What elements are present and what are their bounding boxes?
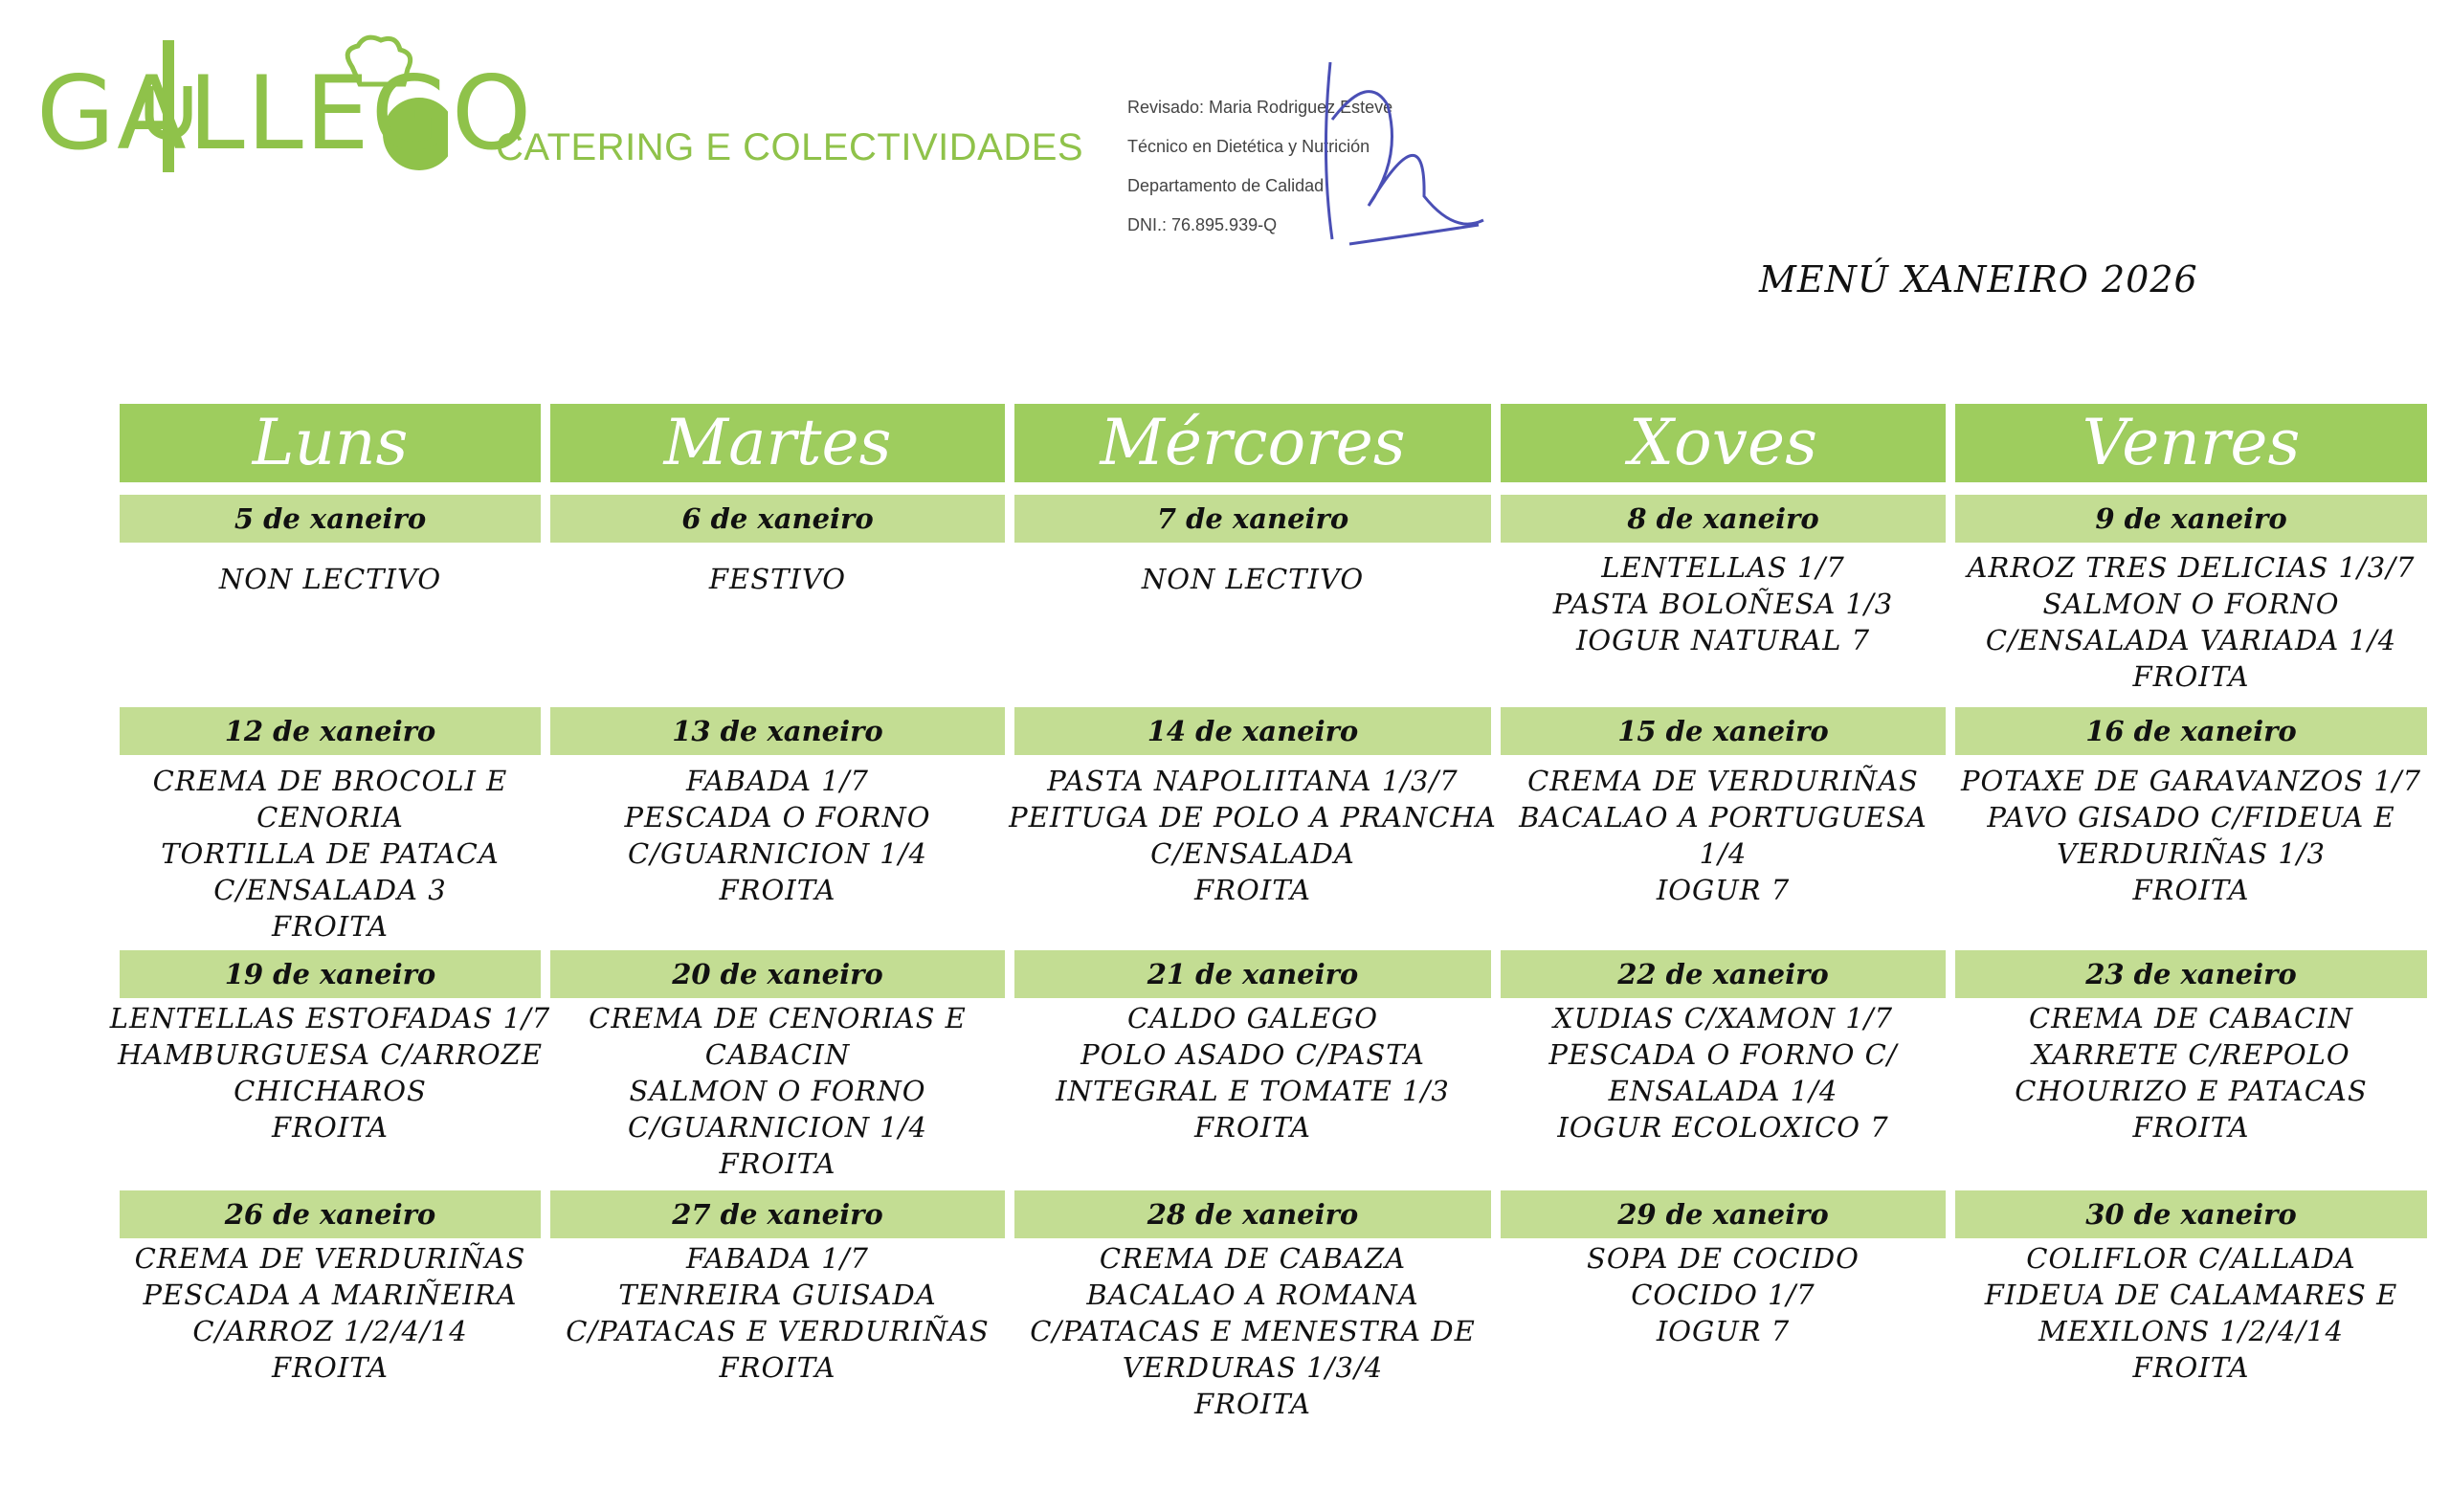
meal-line: PESCADA O FORNO C/ <box>1548 1038 1898 1071</box>
review-line: DNI.: 76.895.939-Q <box>1127 215 1278 234</box>
meal-line: C/GUARNICION 1/4 <box>628 1111 927 1144</box>
date-label: 22 de xaneiro <box>1501 950 1946 998</box>
review-line: Revisado: Maria Rodriguez Esteve <box>1127 98 1393 117</box>
meal-line: PESCADA A MARIÑEIRA <box>143 1279 518 1311</box>
meal-cell <box>1481 549 1965 658</box>
meal-line: CHICHAROS <box>234 1075 427 1107</box>
meal-line: LENTELLAS 1/7 <box>1601 551 1845 584</box>
meal-line: FROITA <box>2132 1111 2250 1144</box>
meal-cell <box>1481 1000 1965 1145</box>
meal-line: CREMA DE CABAZA <box>1099 1242 1407 1275</box>
date-label: 30 de xaneiro <box>1955 1190 2427 1238</box>
meal-cell <box>100 1000 560 1145</box>
date-label: 6 de xaneiro <box>550 495 1005 543</box>
meal-cell <box>531 763 1024 908</box>
meal-line: CENORIA <box>256 801 404 834</box>
meal-line: FROITA <box>2132 660 2250 693</box>
date-label: 29 de xaneiro <box>1501 1190 1946 1238</box>
meal-cell <box>1936 1240 2446 1386</box>
date-label: 23 de xaneiro <box>1955 950 2427 998</box>
day-header-venres: Venres <box>1955 404 2427 482</box>
meal-line: FROITA <box>2132 1351 2250 1384</box>
meal-line: PASTA BOLOÑESA 1/3 <box>1552 588 1894 620</box>
meal-line: C/PATACAS E MENESTRA DE <box>1030 1315 1476 1347</box>
meal-line: TORTILLA DE PATACA <box>161 837 500 870</box>
meal-line: IOGUR ECOLOXICO 7 <box>1557 1111 1889 1144</box>
date-label: 16 de xaneiro <box>1955 707 2427 755</box>
meal-line: FABADA 1/7 <box>686 765 869 797</box>
meal-line: C/ARROZ 1/2/4/14 <box>192 1315 468 1347</box>
meal-line: VERDURAS 1/3/4 <box>1122 1351 1384 1384</box>
meal-line: ARROZ TRES DELICIAS 1/3/7 <box>1967 551 2416 584</box>
meal-line: FROITA <box>1194 874 1311 906</box>
meal-line: POTAXE DE GARAVANZOS 1/7 <box>1960 765 2422 797</box>
meal-line: BACALAO A PORTUGUESA <box>1519 801 1927 834</box>
meal-line: C/ENSALADA <box>1150 837 1355 870</box>
meal-line: NON LECTIVO <box>218 563 442 595</box>
meal-cell <box>100 545 560 612</box>
meal-line: PASTA NAPOLIITANA 1/3/7 <box>1047 765 1459 797</box>
meal-line: PEITUGA DE POLO A PRANCHA <box>1009 801 1497 834</box>
meal-line: SALMON O FORNO <box>2042 588 2340 620</box>
meal-cell <box>1936 1000 2446 1145</box>
meal-line: FROITA <box>1194 1111 1311 1144</box>
meal-cell <box>995 545 1510 612</box>
meal-line: SOPA DE COCIDO <box>1587 1242 1860 1275</box>
meal-line: C/ENSALADA 3 <box>213 874 447 906</box>
meal-line: FABADA 1/7 <box>686 1242 869 1275</box>
meal-line: HAMBURGUESA C/ARROZE <box>118 1038 543 1071</box>
review-line: Departamento de Calidad <box>1127 176 1325 195</box>
meal-cell <box>531 545 1024 612</box>
date-label: 14 de xaneiro <box>1014 707 1491 755</box>
meal-line: POLO ASADO C/PASTA <box>1080 1038 1425 1071</box>
meal-line: CABACIN <box>704 1038 851 1071</box>
meal-line: CHOURIZO E PATACAS <box>2015 1075 2368 1107</box>
meal-line: MEXILONS 1/2/4/14 <box>2038 1315 2345 1347</box>
meal-line: IOGUR 7 <box>1656 874 1791 906</box>
meal-line: FROITA <box>719 1147 836 1180</box>
meal-cell <box>995 763 1510 908</box>
meal-line: FROITA <box>272 1351 389 1384</box>
date-label: 8 de xaneiro <box>1501 495 1946 543</box>
meal-line: BACALAO A ROMANA <box>1086 1279 1419 1311</box>
meal-cell <box>1481 763 1965 908</box>
meal-cell <box>1481 1240 1965 1349</box>
meal-line: FIDEUA DE CALAMARES E <box>1984 1279 2398 1311</box>
meal-line: ENSALADA 1/4 <box>1608 1075 1838 1107</box>
date-label: 21 de xaneiro <box>1014 950 1491 998</box>
meal-line: IOGUR NATURAL 7 <box>1575 624 1871 656</box>
meal-line: TENREIRA GUISADA <box>618 1279 937 1311</box>
meal-line: XUDIAS C/XAMON 1/7 <box>1552 1002 1894 1034</box>
meal-line: CREMA DE VERDURIÑAS <box>134 1242 526 1275</box>
meal-line: VERDURIÑAS 1/3 <box>2056 837 2326 870</box>
date-label: 7 de xaneiro <box>1014 495 1491 543</box>
meal-line: SALMON O FORNO <box>629 1075 926 1107</box>
day-header-xoves: Xoves <box>1501 404 1946 482</box>
brand-tagline: CATERING E COLECTIVIDADES <box>496 126 1084 168</box>
day-header-mércores: Mércores <box>1014 404 1491 482</box>
meal-cell <box>531 1000 1024 1182</box>
meal-cell <box>100 763 560 945</box>
meal-line: FROITA <box>719 1351 836 1384</box>
meal-cell <box>1936 763 2446 908</box>
date-label: 5 de xaneiro <box>120 495 541 543</box>
meal-line: CREMA DE BROCOLI E <box>152 765 508 797</box>
meal-line: CREMA DE CENORIAS E <box>589 1002 967 1034</box>
meal-cell <box>531 1240 1024 1386</box>
date-label: 27 de xaneiro <box>550 1190 1005 1238</box>
meal-line: 1/4 <box>1699 837 1748 870</box>
date-label: 15 de xaneiro <box>1501 707 1946 755</box>
date-label: 19 de xaneiro <box>120 950 541 998</box>
signature-icon <box>1311 53 1493 254</box>
meal-line: XARRETE C/REPOLO <box>2032 1038 2350 1071</box>
meal-line: IOGUR 7 <box>1656 1315 1791 1347</box>
meal-line: CREMA DE VERDURIÑAS <box>1527 765 1919 797</box>
review-line: Técnico en Dietética y Nutrición <box>1127 137 1370 156</box>
meal-line: PESCADA O FORNO <box>624 801 931 834</box>
brand-name: GALLEGO <box>36 55 534 172</box>
meal-line: FROITA <box>2132 874 2250 906</box>
meal-line: LENTELLAS ESTOFADAS 1/7 <box>109 1002 551 1034</box>
meal-cell <box>995 1000 1510 1145</box>
date-label: 26 de xaneiro <box>120 1190 541 1238</box>
meal-line: FESTIVO <box>708 563 847 595</box>
day-header-martes: Martes <box>550 404 1005 482</box>
date-label: 20 de xaneiro <box>550 950 1005 998</box>
day-header-luns: Luns <box>120 404 541 482</box>
meal-cell <box>100 1240 560 1386</box>
meal-line: COCIDO 1/7 <box>1631 1279 1815 1311</box>
meal-line: PAVO GISADO C/FIDEUA E <box>1987 801 2395 834</box>
date-label: 12 de xaneiro <box>120 707 541 755</box>
meal-line: CREMA DE CABACIN <box>2028 1002 2354 1034</box>
meal-cell <box>1936 549 2446 695</box>
meal-line: FROITA <box>272 910 389 943</box>
meal-line: COLIFLOR C/ALLADA <box>2026 1242 2356 1275</box>
meal-line: FROITA <box>272 1111 389 1144</box>
meal-line: C/ENSALADA VARIADA 1/4 <box>1985 624 2397 656</box>
meal-line: NON LECTIVO <box>1141 563 1365 595</box>
meal-line: C/GUARNICION 1/4 <box>628 837 927 870</box>
meal-line: FROITA <box>719 874 836 906</box>
date-label: 13 de xaneiro <box>550 707 1005 755</box>
meal-cell <box>995 1240 1510 1422</box>
meal-line: FROITA <box>1194 1388 1311 1420</box>
date-label: 28 de xaneiro <box>1014 1190 1491 1238</box>
meal-line: C/PATACAS E VERDURIÑAS <box>566 1315 990 1347</box>
meal-line: CALDO GALEGO <box>1126 1002 1379 1034</box>
menu-title: MENÚ XANEIRO 2026 <box>1759 258 2198 300</box>
date-label: 9 de xaneiro <box>1955 495 2427 543</box>
meal-line: INTEGRAL E TOMATE 1/3 <box>1056 1075 1450 1107</box>
